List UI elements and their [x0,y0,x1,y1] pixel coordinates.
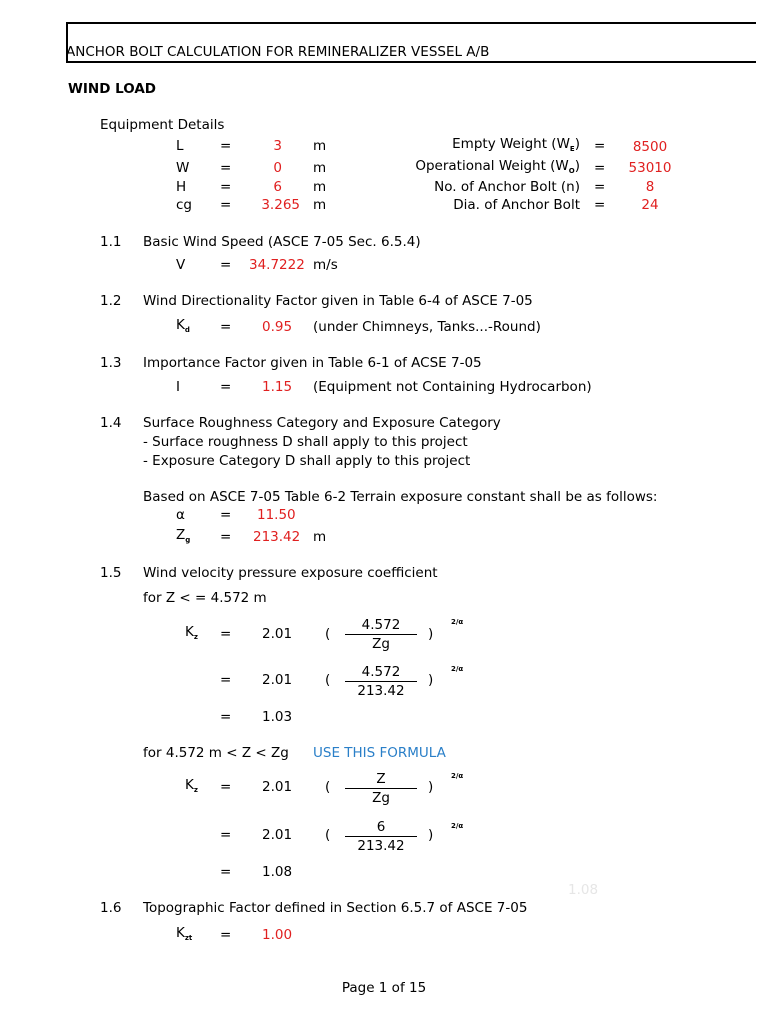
section-title: WIND LOAD [68,81,157,97]
section-number: 1.5 [100,565,122,581]
weight-label: Empty Weight $(W_E)$ [452,136,580,153]
equipment-value: 3.265 [261,197,300,213]
equipment-unit: m [313,197,327,213]
exponent: 2/α [451,665,464,673]
terrain-constant-note: Based on ASCE 7-05 Table 6-2 Terrain exposure constant shall be as follows: [143,489,658,505]
equals-sign: = [220,379,232,395]
fraction-denominator: 213.42 [357,838,405,854]
right-paren: ) [428,779,434,795]
topographic-value: 1.00 [262,927,293,943]
section-number: 1.2 [100,293,122,309]
coefficient: 2.01 [262,626,293,642]
weight-label: Operational Weight $(W_O)$ [415,158,580,175]
coefficient: 2.01 [262,827,293,843]
equals-sign: = [220,626,232,642]
hidden-value: 1.08 [568,882,599,898]
fraction-numerator: 4.572 [361,617,401,633]
equals-sign: = [220,827,232,843]
equipment-symbol: L [176,138,184,154]
equals-sign: = [220,672,232,688]
left-paren: ( [325,779,331,795]
right-paren: ) [428,827,434,843]
exponent: 2/α [451,772,464,780]
header-top-border [66,22,756,24]
equals-sign: = [594,138,606,154]
equals-sign: = [220,779,232,795]
section-heading: Surface Roughness Category and Exposure Category [143,415,501,431]
use-formula-note: USE THIS FORMULA [313,745,446,761]
kz-result: 1.03 [262,709,293,725]
equipment-unit: m [313,138,327,154]
section-heading: Basic Wind Speed (ASCE 7-05 Sec. 6.5.4) [143,234,421,250]
equals-sign: = [220,319,232,335]
roughness-note: - Surface roughness D shall apply to this project [143,434,468,450]
alpha-symbol: α [176,507,185,523]
weight-value: 8500 [632,139,668,155]
equipment-unit: m [313,179,327,195]
wind-speed-value: 34.7222 [249,257,305,273]
equipment-symbol: W [176,160,190,176]
section-number: 1.4 [100,415,122,431]
equals-sign: = [220,927,232,943]
kz-symbol: $K_z$ [185,777,198,794]
importance-note: (Equipment not Containing Hydrocarbon) [313,379,592,395]
variable-symbol: $K_d$ [176,317,190,334]
section-heading: Wind velocity pressure exposure coefficient [143,565,438,581]
exponent: 2/α [451,618,464,626]
equals-sign: = [594,179,606,195]
directionality-value: 0.95 [262,319,293,335]
equals-sign: = [220,507,232,523]
bolt-count-label: No. of Anchor Bolt (n) [434,179,580,195]
section-heading: Topographic Factor defined in Section 6.5.7 of ASCE 7-05 [143,900,528,916]
exposure-note: - Exposure Category D shall apply to this project [143,453,471,469]
header-bottom-border [66,61,756,63]
kz-result: 1.08 [262,864,293,880]
zg-symbol: $Z_g$ [176,527,191,544]
coefficient: 2.01 [262,779,293,795]
equals-sign: = [220,864,232,880]
equipment-unit: m [313,160,327,176]
case-condition: for Z < = 4.572 m [143,590,267,606]
kzt-symbol: $K_{zt}$ [176,925,193,942]
zg-unit: m [313,529,327,545]
section-number: 1.1 [100,234,122,250]
equipment-value: 3 [273,138,282,154]
exponent: 2/α [451,822,464,830]
fraction-denominator: Zg [372,790,390,806]
case-condition: for 4.572 m < Z < Zg [143,745,289,761]
fraction-bar [345,681,417,682]
alpha-value: 11.50 [257,507,296,523]
bolt-dia-label: Dia. of Anchor Bolt [453,197,580,213]
fraction-denominator: Zg [372,636,390,652]
fraction-numerator: 6 [376,819,386,835]
equals-sign: = [220,138,232,154]
equals-sign: = [220,529,232,545]
section-heading: Wind Directionality Factor given in Table 6-4 of ASCE 7-05 [143,293,533,309]
section-number: 1.6 [100,900,122,916]
left-paren: ( [325,626,331,642]
variable-symbol: V [176,257,186,273]
equipment-value: 6 [273,179,282,195]
equals-sign: = [220,197,232,213]
zg-value: 213.42 [253,529,301,545]
document-title: ANCHOR BOLT CALCULATION FOR REMINERALIZER VESSEL A/B [66,44,490,60]
variable-symbol: I [176,379,180,395]
fraction-denominator: 213.42 [357,683,405,699]
kz-symbol: $K_z$ [185,624,198,641]
importance-value: 1.15 [262,379,293,395]
equals-sign: = [594,160,606,176]
coefficient: 2.01 [262,672,293,688]
left-paren: ( [325,827,331,843]
right-paren: ) [428,672,434,688]
equals-sign: = [594,197,606,213]
equipment-heading: Equipment Details [100,117,225,133]
directionality-note: (under Chimneys, Tanks...-Round) [313,319,541,335]
right-paren: ) [428,626,434,642]
section-heading: Importance Factor given in Table 6-1 of ACSE 7-05 [143,355,482,371]
fraction-bar [345,836,417,837]
page-number: Page 1 of 15 [341,980,427,996]
fraction-bar [345,788,417,789]
weight-value: 53010 [628,160,672,176]
equals-sign: = [220,179,232,195]
equipment-symbol: H [176,179,187,195]
equals-sign: = [220,709,232,725]
section-number: 1.3 [100,355,122,371]
equals-sign: = [220,257,232,273]
wind-speed-unit: m/s [313,257,338,273]
equipment-value: 0 [273,160,282,176]
fraction-bar [345,634,417,635]
bolt-dia-value: 24 [641,197,659,213]
equipment-symbol: cg [176,197,192,213]
left-paren: ( [325,672,331,688]
bolt-count-value: 8 [645,179,655,195]
fraction-numerator: Z [376,771,386,787]
fraction-numerator: 4.572 [361,664,401,680]
equals-sign: = [220,160,232,176]
